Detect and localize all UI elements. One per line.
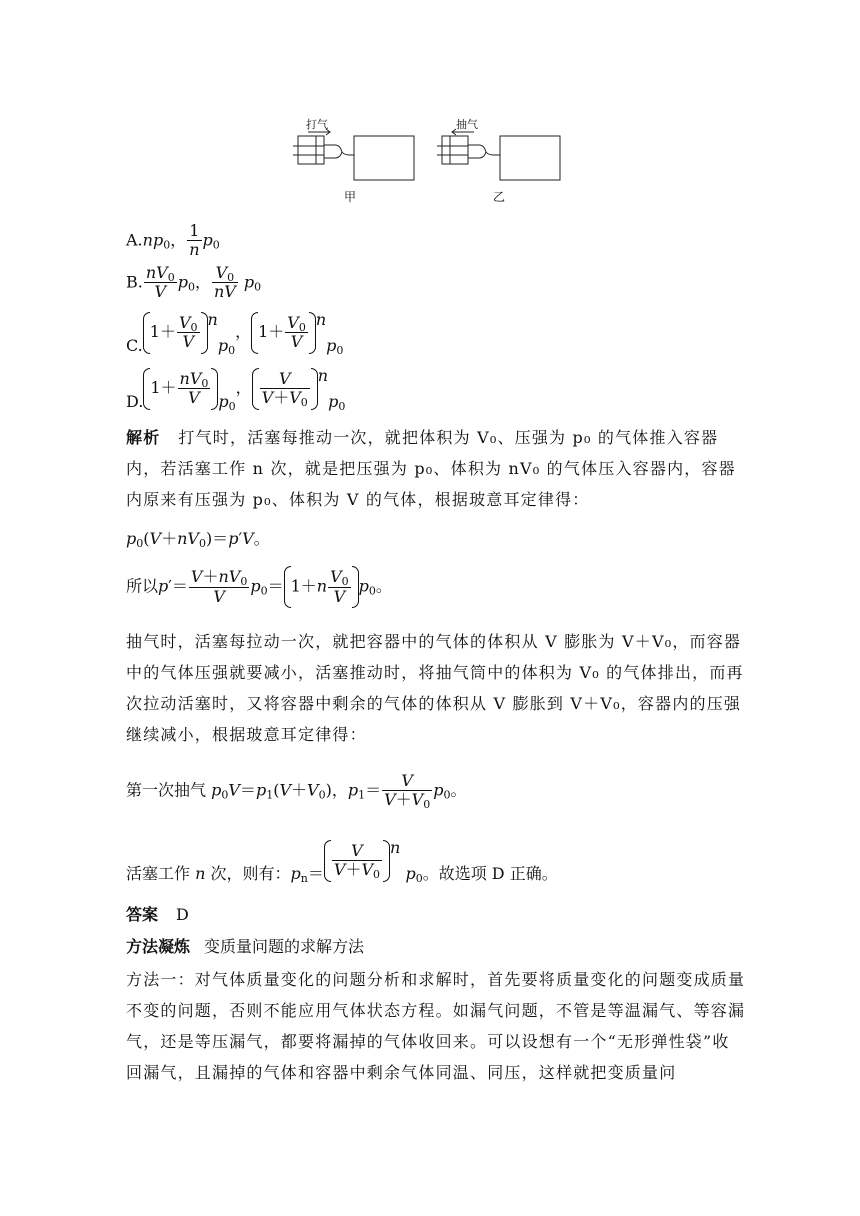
equation-3: 第一次抽气 $p_0V=p_1(V+V_0)$，$p_1=$ $\frac{V}{V+V_0}$ $p_0$。 <box>126 771 467 812</box>
equation-1: $p_0(V+nV_0)=p'V$。 <box>126 529 270 550</box>
answer: 答案 D <box>126 905 189 924</box>
pump-right <box>437 129 560 180</box>
equation-2: 所以p′＝ $\frac{V+nV_0}{V}$ $p_0= 1+n$ $\frac{V_0}{V}$ $p_0$。 <box>126 566 392 608</box>
pump-diagram <box>290 112 580 207</box>
option-d: D.1＋ $\frac{nV_0}{V}$ $p_0$， $\frac{V}{V+V_0}$ $np_0$ <box>126 366 346 413</box>
figure-label-right: 乙 <box>493 190 506 204</box>
option-b: B. $\frac{nV_0}{V}$ $p_0$， $\frac{V_0}{nV}$ $p_0$ <box>126 263 262 302</box>
equation-4: 活塞工作 n 次，则有：$p_n=$ $\frac{V}{V+V_0}$ n $p_0$。故选项 D 正确。 <box>126 838 558 885</box>
pump-left <box>293 129 414 180</box>
analysis-paragraph-2: 抽气时，活塞每拉动一次，就把容器中的气体的体积从 V 膨胀为 V＋V₀，而容器中的气体压强就要减小，活塞推动时，将抽气筒中的体积为 V₀ 的气体排出，而再次拉动活塞时，又将容器中剩余的气体的体积从 V 膨胀到 V＋V₀，容器内的压强继续减小，根据玻意耳定律得： <box>126 632 744 744</box>
option-a: $A.np_0$， $\frac{1}{n}$ $p_0$ <box>126 221 220 260</box>
option-c: C.1＋ $\frac{V_0}{V}$ $np_0$， 1＋ $\frac{V_0}{V}$ $np_0$ <box>126 310 344 357</box>
pump-label-right: 抽气 <box>456 118 478 131</box>
method-paragraph-1: 方法一：对气体质量变化的问题分析和求解时，首先要将质量变化的问题变成质量不变的问题，否则不能应用气体状态方程。如漏气问题，不管是等温漏气、等容漏气，还是等压漏气，都要将漏掉的气体收回来。可以设想有一个“无形弹性袋”收回漏气，且漏掉的气体和容器中剩余气体同温、同压，这样就把变质量问 <box>126 970 746 1082</box>
analysis-paragraph-1: 解析 打气时，活塞每推动一次，就把体积为 V₀、压强为 p₀ 的气体推入容器内，若活塞工作 n 次，就是把压强为 p₀、体积为 nV₀ 的气体压入容器内，容器内原来有压强为 p₀、体积为 V 的气体，根据玻意耳定律得： <box>126 428 736 509</box>
method-heading: 方法凝炼 变质量问题的求解方法 <box>126 937 365 956</box>
figure-label-left: 甲 <box>344 190 357 204</box>
pump-label-left: 打气 <box>306 118 328 131</box>
